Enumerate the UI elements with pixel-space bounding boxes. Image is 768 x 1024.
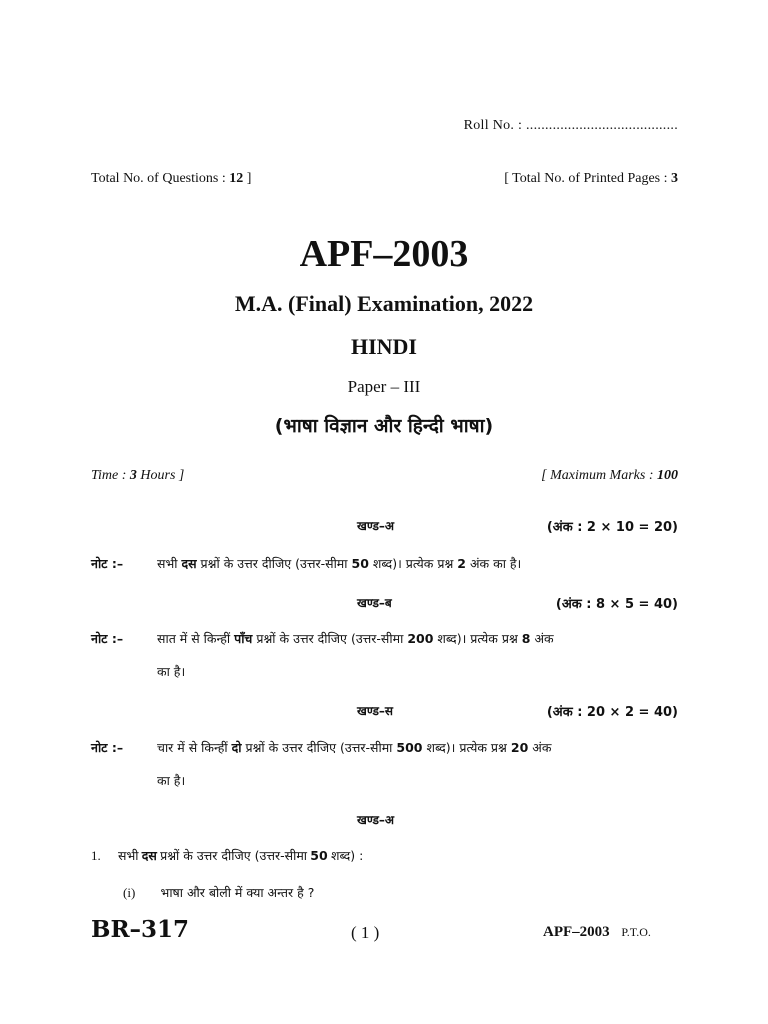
question-emphasis: दस xyxy=(141,848,157,863)
time-label: Time : xyxy=(91,468,127,483)
section-c-marks: (अंक : 20 × 2 = 40) xyxy=(546,705,678,720)
section-a-heading: खण्ड–अ xyxy=(357,519,395,533)
section-b-note-label: नोट :– xyxy=(91,631,124,646)
question-1-i xyxy=(123,884,314,901)
total-pages-value: 3 xyxy=(671,171,678,186)
footer-page-number: ( 1 ) xyxy=(351,923,380,942)
note-text-part: चार में से किन्हीं xyxy=(157,740,228,755)
max-marks-value: 100 xyxy=(657,468,678,483)
footer-paper-code-text: APF–2003 xyxy=(543,924,610,940)
note-marks-each: 2 xyxy=(457,556,466,571)
footer-booklet-code: BR–317 xyxy=(91,916,190,943)
sub-question-label: (i) xyxy=(123,885,136,900)
paper-number: Paper – III xyxy=(347,377,421,396)
sub-question-text: भाषा और बोली में क्या अन्तर है ? xyxy=(160,885,315,900)
please-turn-over: P.T.O. xyxy=(621,925,651,939)
note-word-limit: 50 xyxy=(351,556,369,571)
section-a-note-label: नोट :– xyxy=(91,556,124,571)
section-b-heading: खण्ड–ब xyxy=(357,596,392,610)
section-b-note-text xyxy=(157,630,554,647)
note-emphasis: पाँच xyxy=(234,631,253,646)
total-questions-close: ] xyxy=(246,171,252,186)
note-text-part: प्रश्नों के उत्तर दीजिए (उत्तर-सीमा xyxy=(200,556,348,571)
note-text-part: अंक xyxy=(532,740,552,755)
note-marks-each: 8 xyxy=(521,631,531,646)
total-questions-value: 12 xyxy=(229,171,244,186)
note-text-part: शब्द)। प्रत्येक प्रश्न xyxy=(426,740,507,755)
note-word-limit: 500 xyxy=(396,740,423,755)
note-text-part: सभी xyxy=(157,556,178,571)
section-b-marks: (अंक : 8 × 5 = 40) xyxy=(555,597,678,612)
section-c-note-line2: का है। xyxy=(157,773,186,788)
note-text-part: अंक xyxy=(534,631,554,646)
question-number: 1. xyxy=(91,848,101,863)
max-marks-label: [ Maximum Marks : xyxy=(541,468,654,483)
maximum-marks xyxy=(541,468,678,484)
total-pages-label: [ Total No. of Printed Pages : xyxy=(504,171,668,186)
section-a-note-text xyxy=(157,555,521,572)
note-marks-each: 20 xyxy=(510,740,529,755)
note-text-part: अंक का है। xyxy=(469,556,522,571)
note-text-part: प्रश्नों के उत्तर दीजिए (उत्तर-सीमा xyxy=(256,631,404,646)
section-c-heading: खण्ड–स xyxy=(357,704,394,718)
total-questions xyxy=(91,171,251,187)
total-printed-pages xyxy=(504,171,678,187)
time-value: 3 xyxy=(129,468,137,483)
question-1 xyxy=(91,847,363,864)
note-emphasis: दो xyxy=(231,740,242,755)
section-c-note-label: नोट :– xyxy=(91,740,124,755)
section-a-questions-heading: खण्ड–अ xyxy=(357,813,395,827)
note-text-part: सात में से किन्हीं xyxy=(157,631,231,646)
subject-title: HINDI xyxy=(350,334,417,359)
section-b-note-line2: का है। xyxy=(157,664,186,679)
roll-number-field: Roll No. : ........................................ xyxy=(463,118,678,133)
question-word-limit: 50 xyxy=(310,848,328,863)
total-questions-label: Total No. of Questions : xyxy=(91,171,226,186)
section-a-marks: (अंक : 2 × 10 = 20) xyxy=(546,520,678,535)
question-text-part: शब्द) : xyxy=(330,848,364,863)
section-c-note-text xyxy=(157,739,551,756)
note-text-part: प्रश्नों के उत्तर दीजिए (उत्तर-सीमा xyxy=(245,740,393,755)
question-text-part: प्रश्नों के उत्तर दीजिए (उत्तर-सीमा xyxy=(160,848,308,863)
note-word-limit: 200 xyxy=(407,631,434,646)
note-emphasis: दस xyxy=(181,556,197,571)
question-text-part: सभी xyxy=(118,848,139,863)
footer-paper-code xyxy=(543,924,651,941)
exam-title: M.A. (Final) Examination, 2022 xyxy=(234,291,534,316)
paper-code-title: APF–2003 xyxy=(299,233,469,275)
note-text-part: शब्द)। प्रत्येक प्रश्न xyxy=(437,631,518,646)
note-text-part: शब्द)। प्रत्येक प्रश्न xyxy=(372,556,454,571)
hindi-subtitle: (भाषा विज्ञान और हिन्दी भाषा) xyxy=(274,415,494,437)
time-unit: Hours ] xyxy=(140,468,185,483)
time-allowed xyxy=(91,468,184,484)
